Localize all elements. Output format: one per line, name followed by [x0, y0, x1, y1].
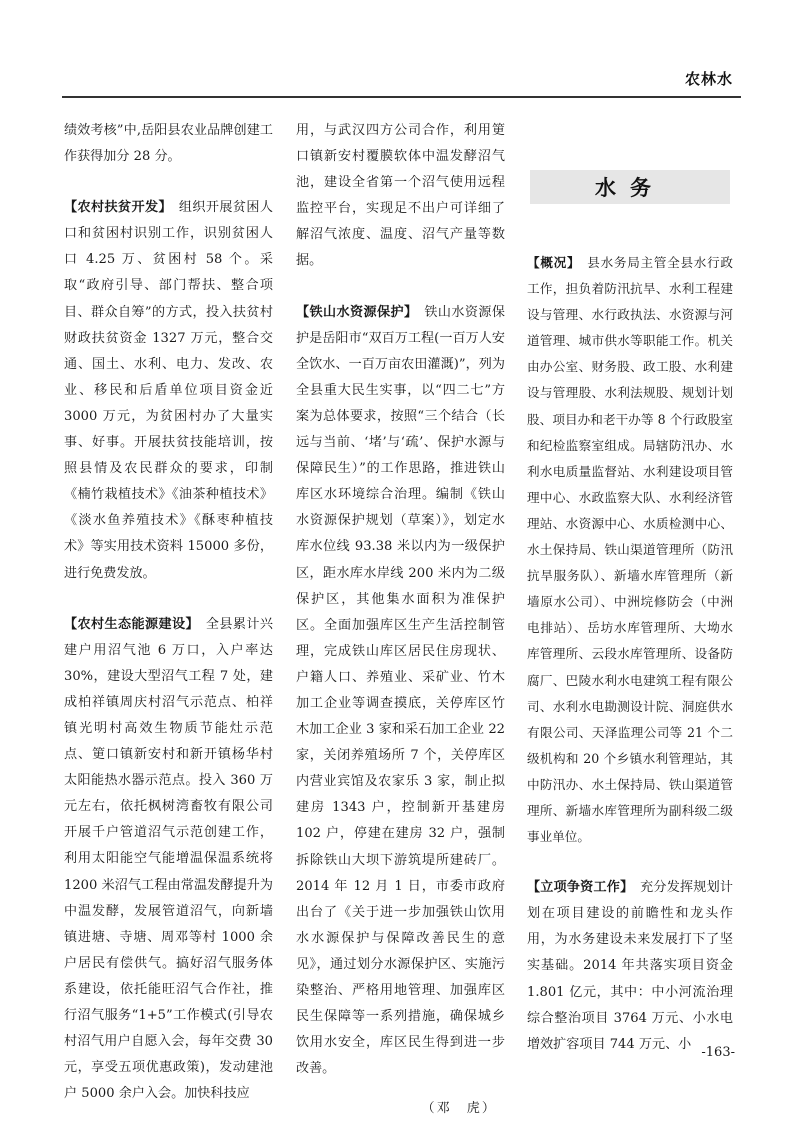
section-header-label: 农林水 — [684, 70, 733, 88]
column-middle — [296, 118, 505, 1122]
paragraph-tag: 【农村生态能源建设】 — [64, 616, 199, 632]
paragraph-body: 全县累计兴建户用沼气池 6 万口，入户率达 30%，建设大型沼气工程 7 处，建成柏祥镇周庆村沼气示范点、柏祥镇光明村高效生物质节能灶示范点、筻口镇新安村和新开镇杨华村太阳能热水器示范点。投入 360 万元左右，依托枫树湾畜牧有限公司开展千户管道沼气示范创建工作，利用太阳能空气能增温保温系统将 1200 米沼气工程由常温发酵提升为中温发酵，发展管道沼气，向新墙镇进塘、寺塘、周邓等村 1000 余户居民有偿供气。搞好沼气服务体系建设，依托能旺沼气合作社，推行沼气服务“1+5”工作模式(引导农村沼气用户自愿入会，每年交费 30 元，享受五项优惠政策)，发动建池户 5000 余户入会。加快科技应 — [64, 616, 273, 1102]
paragraph-continued: 绩效考核”中,岳阳县农业品牌创建工作获得加分 28 分。 — [64, 123, 273, 165]
paragraph-body: 铁山水资源保护是岳阳市“双百万工程(一百万人安全饮水、一百万亩农田灌溉)”，列为全县重大民生实事，以“四二七”方案为总体要求，按照“三个结合（长远与当前、‘堵’与‘疏’、保护水源与保障民生）”的工作思路，推进铁山库区水环境综合治理。编制《铁山水资源保护规划（草案）》，划定水库水位线 93.38 米以内为一级保护区，距水库水岸线 200 米内为二级保护区，其他集水面积为准保护区。全面加强库区生产生活控制管理，完成铁山库区居民住房现状、户籍人口、养殖业、采矿业、竹木加工企业等调查摸底，关停库区竹木加工企业 3 家和采石加工企业 22 家，关闭养殖场所 7 个，关停库区内营业宾馆及农家乐 3 家，制止拟建房 1343 户，控制新开基建房 102 户，停建在建房 32 户，强制拆除铁山大坝下游筑堤所建砖厂。2014 年 12 月 1 日，市委市政府出台了《关于进一步加强铁山饮用水水源保护与保障改善民生的意见》，通过划分水源保护区、实施污染整治、严格用地管理、加强库区民生保障等一系列措施，确保城乡饮用水安全，库区民生得到进一步改善。 — [296, 304, 506, 1077]
column-right — [527, 250, 733, 1058]
page-number: -163- — [701, 1045, 735, 1060]
paragraph-continued: 用，与武汉四方公司合作，利用筻口镇新安村覆膜软体中温发酵沼气池，建设全省第一个沼气使用远程监控平台，实现足不出户可详细了解沼气浓度、温度、沼气产量等数据。 — [296, 123, 505, 269]
section-title-box — [530, 170, 730, 204]
paragraph-body: 组织开展贫困人口和贫困村识别工作，识别贫困人口 4.25 万、贫困村 58 个。采取“政府引导、部门帮扶、整合项目、群众自筹”的方式，投入扶贫村财政扶贫资金 1327 万元，整合交通、国土、水利、电力、发改、农业、移民和后盾单位项目资金近 3000 万元，为贫困村办了大量实事、好事。开展扶贫技能培训，按照县情及农民群众的要求，印制《楠竹栽植技术》《油茶种植技术》《淡水鱼养殖技术》《酥枣种植技术》等实用技术资料 15000 多份，进行免费发放。 — [64, 200, 274, 581]
header-divider — [62, 96, 741, 98]
paragraph-body: 充分发挥规划计划在项目建设的前瞻性和龙头作用，为水务建设未来发展打下了坚实基础。2014 年共落实项目资金 1.801 亿元，其中：中小河流治理综合整治项目 3764 万元、小水电增效扩容项目 744 万元、小 — [527, 880, 733, 1052]
paragraph-body: 县水务局主管全县水行政工作，担负着防汛抗旱、水利工程建设与管理、水行政执法、水资源与河道管理、城市供水等职能工作。机关由办公室、财务股、政工股、水利建设与管理股、水利法规股、规划计划股、项目办和老干办等 8 个行政股室和纪检监察室组成。局辖防汛办、水利水电质量监督站、水利建设项目管理中心、水政监察大队、水利经济管理站、水资源中心、水质检测中心、水土保持局、铁山渠道管理所（防汛抗旱服务队）、新墙水库管理所（新墙原水公司）、中洲垸修防会（中洲电排站）、岳坊水库管理所、大坳水库管理所、云段水库管理所、设备防腐厂、巴陵水利水电建筑工程有限公司、水利水电勘测设计院、洞庭供水有限公司、天泽监理公司等 21 个二级机构和 20 个乡镇水利管理站，其中防汛办、水土保持局、铁山渠道管理所、新墙水库管理所为副科级二级事业单位。 — [527, 255, 734, 845]
paragraph-overview — [527, 250, 733, 850]
paragraph-tag: 【铁山水资源保护】 — [296, 304, 418, 320]
section-title: 水务 — [595, 176, 665, 200]
paragraph-tag: 【农村扶贫开发】 — [64, 200, 172, 216]
paragraph-poverty-alleviation — [64, 195, 273, 586]
paragraph-project-funding — [527, 875, 733, 1058]
paragraph-rural-eco-energy — [64, 612, 273, 1108]
paragraph-tag: 【概况】 — [527, 255, 581, 270]
column-left — [64, 118, 273, 1107]
paragraph-tieshan-water-protection — [296, 300, 505, 1083]
paragraph-tag: 【立项争资工作】 — [527, 880, 634, 896]
author-credit: （邓 虎） — [421, 1101, 497, 1117]
